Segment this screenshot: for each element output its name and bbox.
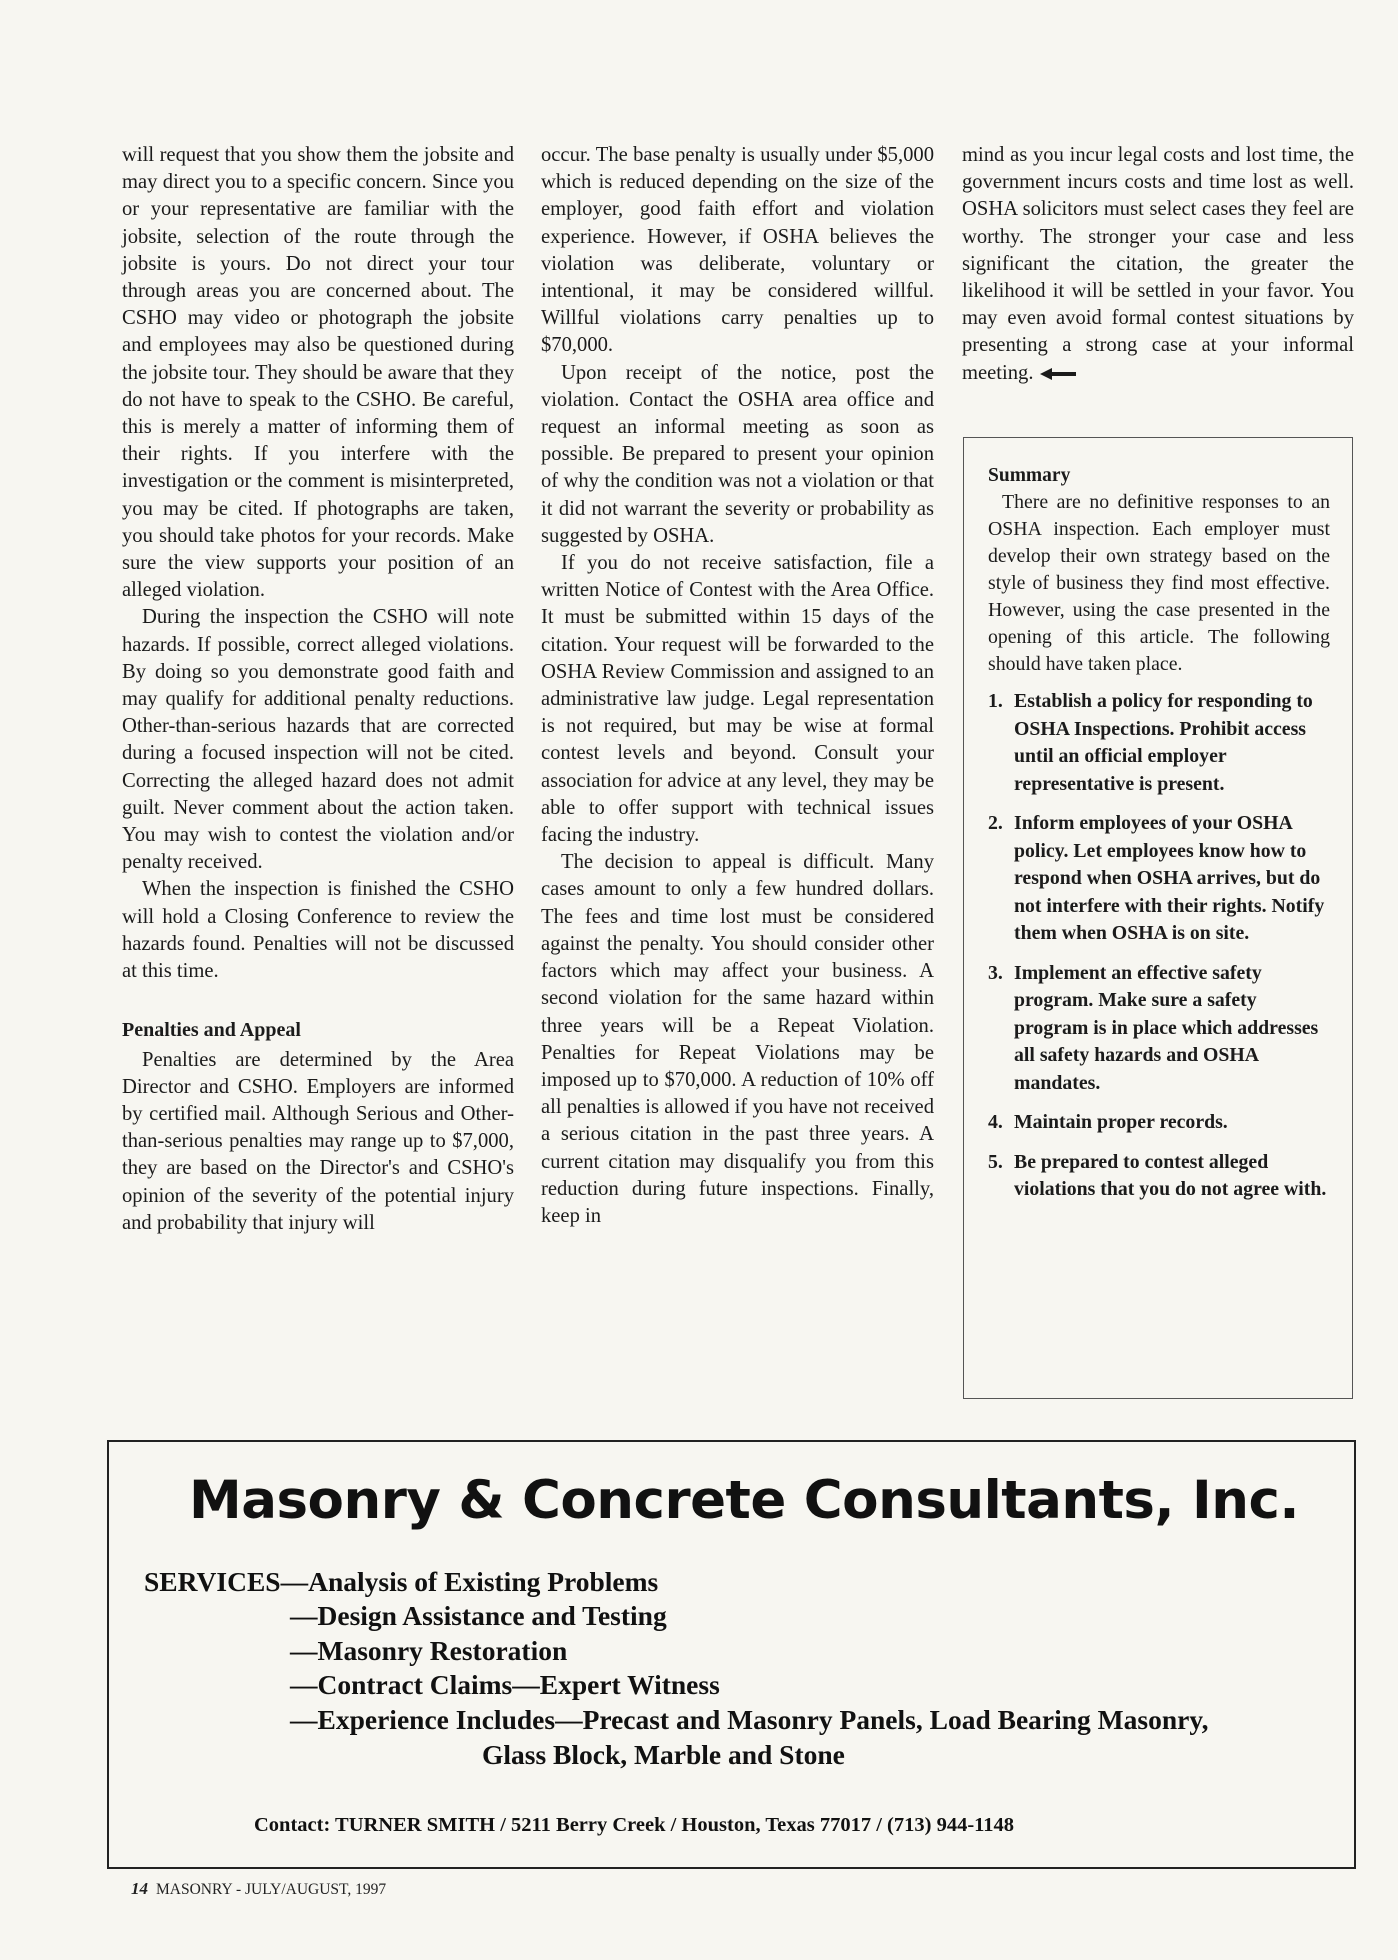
summary-title: Summary: [988, 465, 1071, 486]
page-footer: [131, 1879, 386, 1899]
article-paragraph: [962, 142, 1354, 387]
article-column-2: [541, 142, 934, 1230]
page-number: 14: [131, 1879, 148, 1898]
list-number: 4.: [988, 1111, 1003, 1133]
summary-list-item: [988, 960, 1330, 1098]
summary-intro: There are no definitive responses to an OSHA inspection. Each employer must develop their own strategy based on the style of business they find most effective. However, using the case presented in the opening of this article. The following should have taken place.: [988, 491, 1330, 675]
article-paragraph: When the inspection is finished the CSHO will hold a Closing Conference to review the hazards found. Penalties will not be discussed at this time.: [122, 878, 514, 983]
summary-list-item: [988, 688, 1330, 798]
article-paragraph: During the inspection the CSHO will note hazards. If possible, correct alleged violations. By doing so you demonstrate good faith and may qualify for additional penalty reductions. Other-than-serious hazards that are corrected during a focused inspection will not be cited. Correcting the alleged hazard does not admit guilt. Never comment about the action taken. You may wish to contest the violation and/or penalty received.: [122, 606, 514, 874]
list-number: 5.: [988, 1150, 1003, 1173]
advertisement-box: [107, 1440, 1356, 1869]
section-heading: Penalties and Appeal: [122, 1019, 301, 1042]
article-column-3: [962, 142, 1354, 387]
article-closing-text: mind as you incur legal costs and lost time, the government incurs costs and time lost as well. OSHA solicitors must select cases they feel are worthy. The stronger your case and less significant the citation, the greater the likelihood it will be settled in your favor. You may even avoid formal contest situations by presenting a strong case at your informal meeting.: [962, 144, 1354, 384]
summary-box: [963, 437, 1353, 1399]
ad-service-line: —Masonry Restoration: [290, 1635, 568, 1666]
summary-list-item: [988, 1109, 1330, 1137]
article-paragraph: Penalties are determined by the Area Director and CSHO. Employers are informed by certified mail. Although Serious and Other-than-serious penalties may range up to $7,000, they are based on the Director's and CSHO's opinion of the severity of the potential injury and probability that injury will: [122, 1048, 514, 1234]
summary-list: [988, 688, 1330, 1204]
article-paragraph: occur. The base penalty is usually under $5,000 which is reduced depending on the size of the employer, good faith effort and violation experience. However, if OSHA believes the violation was deliberate, voluntary or intentional, it may be considered willful. Willful violations carry penalties up to $70,000.: [541, 144, 934, 357]
list-item-text: Maintain proper records.: [1014, 1111, 1228, 1133]
article-paragraph: will request that you show them the jobsite and may direct you to a specific concern. Since you or your representative are familiar with the jobsite, selection of the route through the jobsite is yours. Do not direct your tour through areas you are concerned about. The CSHO may video or photograph the jobsite and employees may also be questioned during the jobsite tour. They should be aware that they do not have to speak to the CSHO. Be careful, this is merely a matter of informing them of their rights. If you interfere with the investigation or the comment is misinterpreted, you may be cited. If photographs are taken, you should take photos for your records. Make sure the view supports your position of an alleged violation.: [122, 144, 514, 602]
list-number: 3.: [988, 961, 1003, 984]
summary-list-item: [988, 1149, 1330, 1204]
list-number: 2.: [988, 812, 1003, 834]
end-mark-icon: [1040, 367, 1076, 381]
article-paragraph: The decision to appeal is difficult. Many cases amount to only a few hundred dollars. The fees and time lost must be considered against the penalty. You should consider other factors which may affect your business. A second violation for the same hazard within three years will be a Repeat Violation. Penalties for Repeat Violations may be imposed up to $70,000. A reduction of 10% off all penalties is allowed if you have not received a serious citation in the past three years. A current citation may disqualify you from this reduction during future inspections. Finally, keep in: [541, 851, 934, 1227]
ad-service-line: —Experience Includes—Precast and Masonry Panels, Load Bearing Masonry,: [290, 1704, 1209, 1735]
article-column-1: [122, 142, 514, 1237]
ad-service-line: SERVICES—Analysis of Existing Problems: [144, 1566, 659, 1597]
list-item-text: Be prepared to contest alleged violations that you do not agree with.: [1014, 1150, 1327, 1200]
list-number: 1.: [988, 690, 1003, 712]
article-paragraph: If you do not receive satisfaction, file a written Notice of Contest with the Area Office. It must be submitted within 15 days of the citation. Your request will be forwarded to the OSHA Review Commission and assigned to an administrative law judge. Legal representation is not required, but may be wise at formal contest levels and beyond. Consult your association for advice at any level, they may be able to offer support with technical issues facing the industry.: [541, 552, 934, 847]
list-item-text: Establish a policy for responding to OSHA Inspections. Prohibit access until an official employer representative is present.: [1014, 690, 1313, 795]
list-item-text: Implement an effective safety program. Make sure a safety program is in place which addresses all safety hazards and OSHA mandates.: [1014, 961, 1319, 1094]
ad-service-line: Glass Block, Marble and Stone: [482, 1739, 845, 1770]
ad-contact-line: Contact: TURNER SMITH / 5211 Berry Creek / Houston, Texas 77017 / (713) 944-1148: [254, 1814, 1015, 1836]
article-paragraph: Upon receipt of the notice, post the violation. Contact the OSHA area office and request an informal meeting as soon as possible. Be prepared to present your opinion of why the condition was not a violation or that it did not warrant the severity or probability as suggested by OSHA.: [541, 361, 934, 547]
list-item-text: Inform employees of your OSHA policy. Let employees know how to respond when OSHA arrives, but do not interfere with their rights. Notify them when OSHA is on site.: [1014, 812, 1325, 944]
publication-line: MASONRY - JULY/AUGUST, 1997: [156, 1881, 387, 1898]
ad-company-name: Masonry & Concrete Consultants, Inc.: [189, 1470, 1300, 1531]
ad-service-line: —Contract Claims—Expert Witness: [290, 1669, 720, 1700]
ad-service-line: —Design Assistance and Testing: [290, 1600, 667, 1631]
summary-list-item: [988, 810, 1330, 948]
